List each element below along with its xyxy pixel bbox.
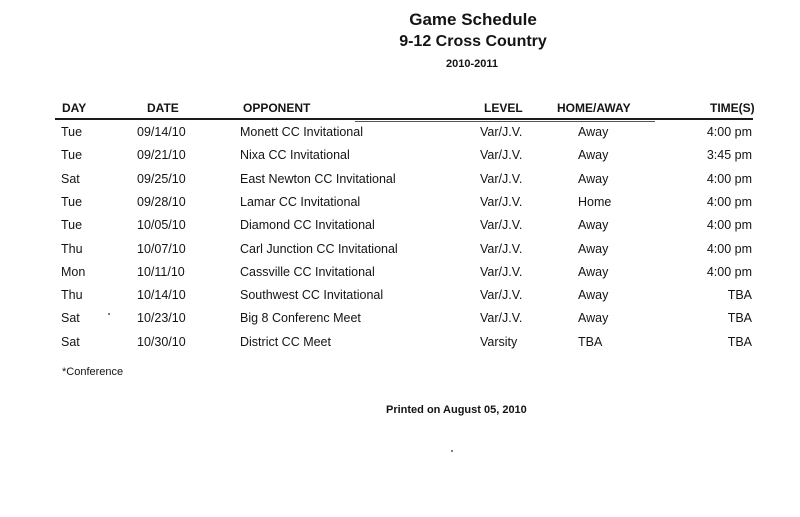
- column-header-opponent: OPPONENT: [243, 101, 311, 115]
- row-opponent: East Newton CC Invitational: [240, 171, 396, 186]
- row-home-away: Away: [578, 241, 609, 256]
- row-home-away: Away: [578, 148, 609, 163]
- table-row: [0, 195, 800, 215]
- row-time: TBA: [727, 288, 752, 303]
- row-opponent: Carl Junction CC Invitational: [240, 241, 398, 256]
- row-day: Tue: [61, 218, 83, 233]
- row-time: 4:00 pm: [706, 171, 752, 186]
- row-day: Sat: [61, 334, 80, 349]
- row-day: Thu: [61, 241, 83, 256]
- table-row: [0, 265, 800, 285]
- page-title: Game Schedule: [409, 10, 537, 29]
- row-date: 10/07/10: [137, 241, 186, 256]
- row-date: 10/11/10: [137, 264, 185, 279]
- column-header-day: DAY: [62, 101, 87, 115]
- row-opponent: District CC Meet: [240, 334, 331, 349]
- page-subtitle: 9-12 Cross Country: [399, 33, 547, 50]
- column-header-home-away: HOME/AWAY: [557, 101, 631, 115]
- row-level: Var/J.V.: [480, 241, 523, 256]
- row-time: 4:00 pm: [706, 241, 752, 256]
- row-level: Var/J.V.: [480, 148, 523, 163]
- row-time: 3:45 pm: [706, 148, 752, 163]
- row-date: 10/05/10: [137, 218, 186, 233]
- row-time: TBA: [727, 311, 752, 326]
- scan-speck: [108, 313, 110, 315]
- row-level: Var/J.V.: [480, 288, 523, 303]
- column-header-date: DATE: [147, 101, 179, 115]
- table-row: [0, 311, 800, 331]
- footnote: *Conference: [62, 366, 124, 378]
- row-date: 10/23/10: [137, 311, 186, 326]
- row-level: Var/J.V.: [480, 171, 523, 186]
- row-opponent: Lamar CC Invitational: [240, 194, 361, 209]
- row-time: 4:00 pm: [706, 125, 752, 139]
- row-opponent: Nixa CC Invitational: [240, 148, 350, 163]
- column-header-times: TIME(S): [710, 101, 755, 115]
- row-day: Tue: [61, 125, 83, 139]
- table-row: [0, 288, 800, 308]
- row-level: Varsity: [480, 334, 518, 349]
- header-divider: [55, 118, 753, 120]
- row-day: Mon: [61, 264, 86, 279]
- row-home-away: Away: [578, 264, 609, 279]
- row-date: 09/21/10: [137, 148, 186, 163]
- scan-speck: [451, 450, 453, 452]
- row-day: Tue: [61, 148, 83, 163]
- table-row: [0, 218, 800, 238]
- row-home-away: Home: [578, 194, 612, 209]
- row-home-away: Away: [578, 125, 609, 139]
- table-row: [0, 125, 800, 145]
- printed-date: Printed on August 05, 2010: [386, 404, 527, 416]
- row-home-away: Away: [578, 311, 609, 326]
- row-level: Var/J.V.: [480, 311, 523, 326]
- row-level: Var/J.V.: [480, 194, 523, 209]
- row-time: 4:00 pm: [706, 194, 752, 209]
- row-time: 4:00 pm: [706, 218, 752, 233]
- table-row: [0, 172, 800, 192]
- row-opponent: Monett CC Invitational: [240, 125, 363, 139]
- row-opponent: Cassville CC Invitational: [240, 264, 375, 279]
- row-day: Thu: [61, 288, 83, 303]
- row-time: TBA: [727, 334, 752, 349]
- row-date: 10/30/10: [137, 334, 186, 349]
- row-home-away: TBA: [578, 334, 603, 349]
- row-date: 09/14/10: [137, 125, 186, 139]
- row-home-away: Away: [578, 171, 609, 186]
- row-date: 09/28/10: [137, 194, 186, 209]
- row-level: Var/J.V.: [480, 264, 523, 279]
- season-label: 2010-2011: [446, 58, 498, 70]
- row-home-away: Away: [578, 288, 609, 303]
- row-day: Tue: [61, 194, 83, 209]
- row-day: Sat: [61, 311, 80, 326]
- row-opponent: Diamond CC Invitational: [240, 218, 375, 233]
- row-level: Var/J.V.: [480, 125, 523, 139]
- row-opponent: Southwest CC Invitational: [240, 288, 384, 303]
- row-opponent: Big 8 Conferenc Meet: [240, 311, 361, 326]
- row-time: 4:00 pm: [706, 264, 752, 279]
- table-row: [0, 148, 800, 168]
- table-row: [0, 335, 800, 355]
- row-day: Sat: [61, 171, 80, 186]
- row-date: 10/14/10: [137, 288, 186, 303]
- row-level: Var/J.V.: [480, 218, 523, 233]
- row-home-away: Away: [578, 218, 609, 233]
- row-date: 09/25/10: [137, 171, 186, 186]
- table-row: [0, 242, 800, 262]
- column-header-level: LEVEL: [484, 101, 523, 115]
